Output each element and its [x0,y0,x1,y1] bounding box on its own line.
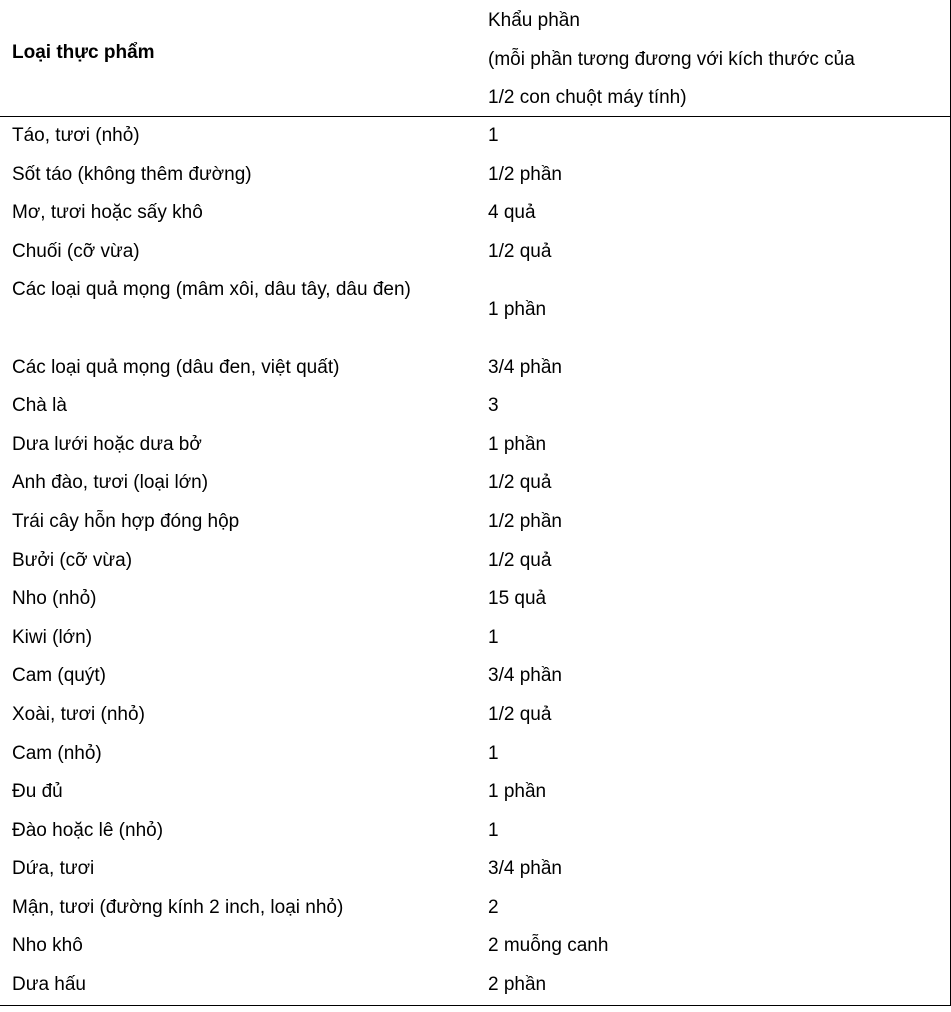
portion-cell: 3/4 phần [488,665,562,687]
food-cell: Táo, tươi (nhỏ) [12,125,140,146]
food-cell: Đào hoặc lê (nhỏ) [12,819,164,841]
header-portion [488,2,855,118]
header-portion-line: (mỗi phần tương đương với kích thước của [488,48,855,70]
portion-cell: 1/2 phần [488,510,562,532]
table-row [0,194,950,233]
food-cell: Các loại quả mọng (mâm xôi, dâu tây, dâu đen) [12,279,411,301]
header-food-type: Loại thực phẩm [12,42,155,63]
table-row [0,542,950,581]
table-row [0,696,950,735]
food-cell: Chà là [12,395,67,417]
table-row [0,619,950,658]
food-cell: Cam (nhỏ) [12,742,102,764]
header-portion-line: Khẩu phần [488,10,580,31]
portion-cell: 1 phần [488,433,547,455]
portion-cell: 2 phần [488,974,547,996]
portion-cell: 1 [488,626,499,648]
food-cell: Chuối (cỡ vừa) [12,240,140,262]
food-cell: Kiwi (lớn) [12,626,93,648]
food-cell: Xoài, tươi (nhỏ) [12,703,145,725]
table-row [0,117,950,156]
portion-cell: 2 [488,896,499,918]
table-row [0,426,950,465]
portion-cell: 1 phần [488,298,547,320]
table-row [0,657,950,696]
table-row [0,812,950,851]
header-portion-line: 1/2 con chuột máy tính) [488,87,687,108]
table-row [0,850,950,889]
food-cell: Mơ, tươi hoặc sấy khô [12,202,203,224]
table-row [0,580,950,619]
portion-cell: 1/2 quả [488,240,552,262]
table-row [0,233,950,272]
food-cell: Dứa, tươi [12,858,95,880]
portion-cell: 1/2 quả [488,549,552,571]
table-row [0,464,950,503]
table-row [0,271,950,348]
table-row [0,966,950,1005]
portion-cell: 1 [488,125,499,146]
portion-cell: 3/4 phần [488,858,562,880]
food-cell: Bưởi (cỡ vừa) [12,549,133,571]
table-row [0,735,950,774]
food-cell: Đu đủ [12,781,63,803]
food-cell: Mận, tươi (đường kính 2 inch, loại nhỏ) [12,896,344,918]
table-body [0,117,950,1005]
food-cell: Anh đào, tươi (loại lớn) [12,472,209,494]
table-row [0,156,950,195]
portion-cell: 4 quả [488,202,536,224]
food-cell: Cam (quýt) [12,665,106,687]
portion-cell: 1/2 phần [488,163,562,185]
portion-cell: 15 quả [488,588,547,610]
food-cell: Dưa hấu [12,974,86,996]
table-row [0,349,950,388]
portion-cell: 1/2 quả [488,472,552,494]
table-row [0,387,950,426]
portion-cell: 1 [488,742,499,764]
food-cell: Nho (nhỏ) [12,588,97,610]
portion-cell: 3 [488,395,499,417]
portion-cell: 3/4 phần [488,356,562,378]
table-row [0,773,950,812]
food-cell: Các loại quả mọng (dâu đen, việt quất) [12,356,340,378]
portion-cell: 1 [488,819,499,841]
portion-cell: 1 phần [488,781,547,803]
table-row [0,889,950,928]
food-cell: Dưa lưới hoặc dưa bở [12,433,202,455]
portion-cell: 1/2 quả [488,703,552,725]
table-row [0,503,950,542]
portion-cell: 2 muỗng canh [488,935,609,957]
food-cell: Trái cây hỗn hợp đóng hộp [12,510,240,532]
food-cell: Nho khô [12,935,83,957]
food-cell: Sốt táo (không thêm đường) [12,163,252,185]
table-row [0,927,950,966]
table-header [0,0,950,117]
